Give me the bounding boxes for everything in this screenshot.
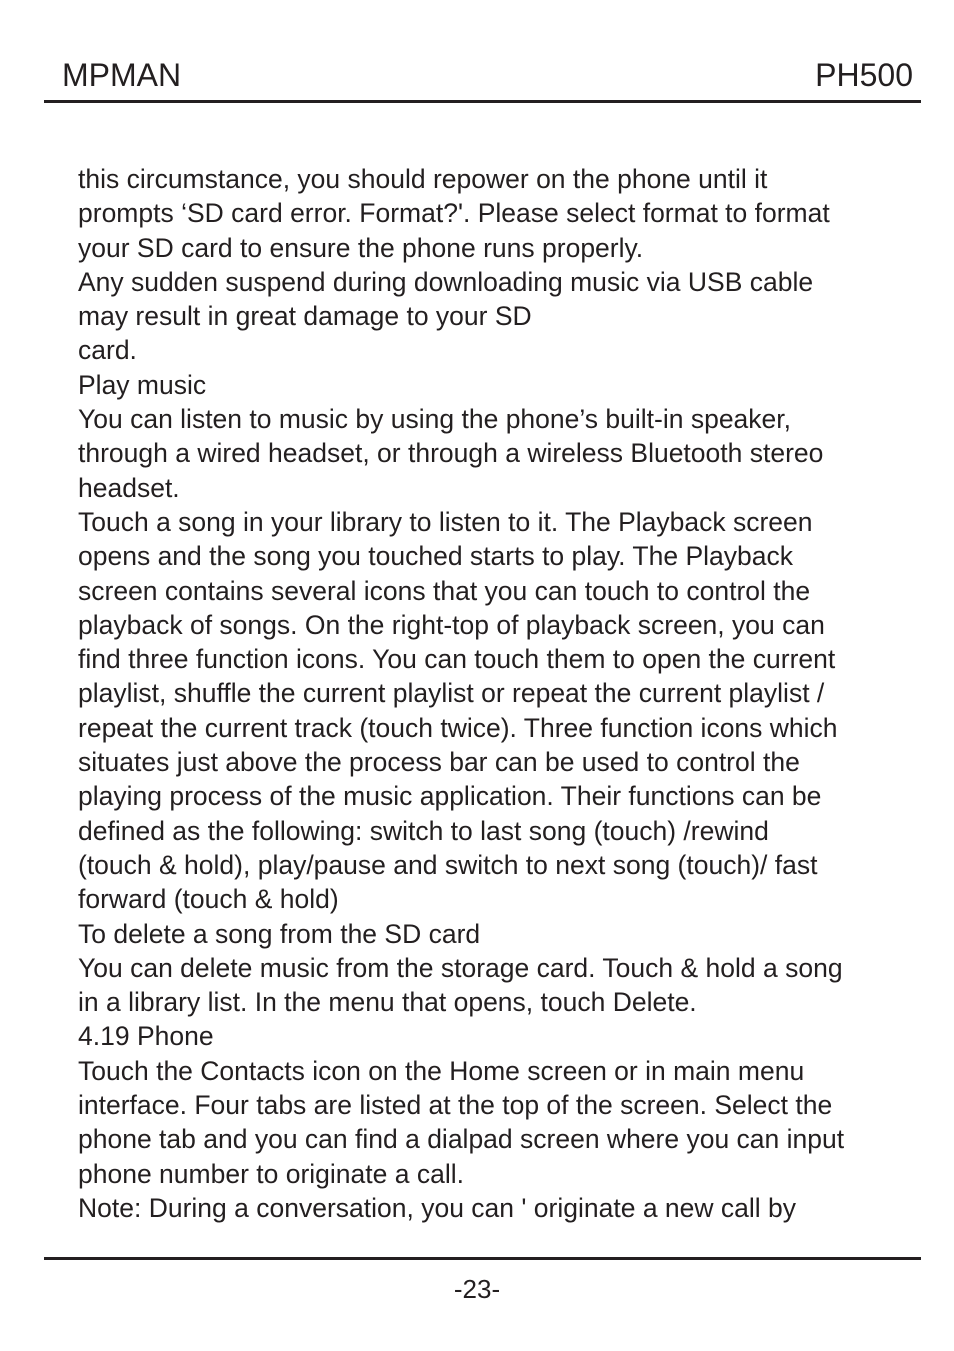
header-brand: MPMAN: [62, 57, 182, 93]
text-line: playback of songs. On the right-top of playback screen, you can: [78, 609, 825, 640]
footer-divider: [44, 1257, 921, 1260]
section-heading: Play music: [78, 369, 207, 400]
text-line: situates just above the process bar can be used to control the: [78, 747, 800, 778]
text-line: playing process of the music application. Their functions can be: [78, 781, 822, 812]
text-line: prompts ‘SD card error. Format?'. Please select format to format: [78, 198, 830, 229]
text-line: in a library list. In the menu that opens, touch Delete.: [78, 987, 697, 1018]
text-line: may result in great damage to your SD: [78, 301, 532, 332]
body-text: [78, 162, 908, 1225]
section-heading: To delete a song from the SD card: [78, 918, 481, 949]
text-line: You can delete music from the storage card. Touch & hold a song: [78, 952, 843, 983]
text-line: phone number to originate a call.: [78, 1158, 464, 1189]
text-line: You can listen to music by using the phone’s built-in speaker,: [78, 404, 792, 435]
text-line: screen contains several icons that you can touch to control the: [78, 575, 811, 606]
text-line: Note: During a conversation, you can ' originate a new call by: [78, 1192, 797, 1223]
text-line: Any sudden suspend during downloading music via USB cable: [78, 266, 814, 297]
text-line: through a wired headset, or through a wireless Bluetooth stereo: [78, 438, 824, 469]
page-header: [44, 52, 921, 103]
text-line: phone tab and you can find a dialpad screen where you can input: [78, 1124, 845, 1155]
text-line: playlist, shuffle the current playlist or repeat the current playlist /: [78, 678, 825, 709]
text-line: opens and the song you touched starts to play. The Playback: [78, 541, 793, 572]
header-model: PH500: [815, 57, 913, 93]
text-line: interface. Four tabs are listed at the top of the screen. Select the: [78, 1090, 833, 1121]
text-line: find three function icons. You can touch them to open the current: [78, 644, 836, 675]
text-line: (touch & hold), play/pause and switch to next song (touch)/ fast: [78, 849, 818, 880]
text-line: repeat the current track (touch twice). Three function icons which: [78, 712, 838, 743]
text-line: this circumstance, you should repower on the phone until it: [78, 164, 768, 194]
text-line: card.: [78, 335, 137, 366]
text-line: headset.: [78, 472, 180, 503]
text-line: Touch a song in your library to listen to it. The Playback screen: [78, 506, 813, 537]
text-line: your SD card to ensure the phone runs properly.: [78, 232, 644, 263]
text-line: defined as the following: switch to last song (touch) /rewind: [78, 815, 769, 846]
text-line: forward (touch & hold): [78, 884, 339, 915]
page-number: -23-: [453, 1274, 501, 1304]
section-heading: 4.19 Phone: [78, 1021, 214, 1052]
text-line: Touch the Contacts icon on the Home screen or in main menu: [78, 1055, 805, 1086]
